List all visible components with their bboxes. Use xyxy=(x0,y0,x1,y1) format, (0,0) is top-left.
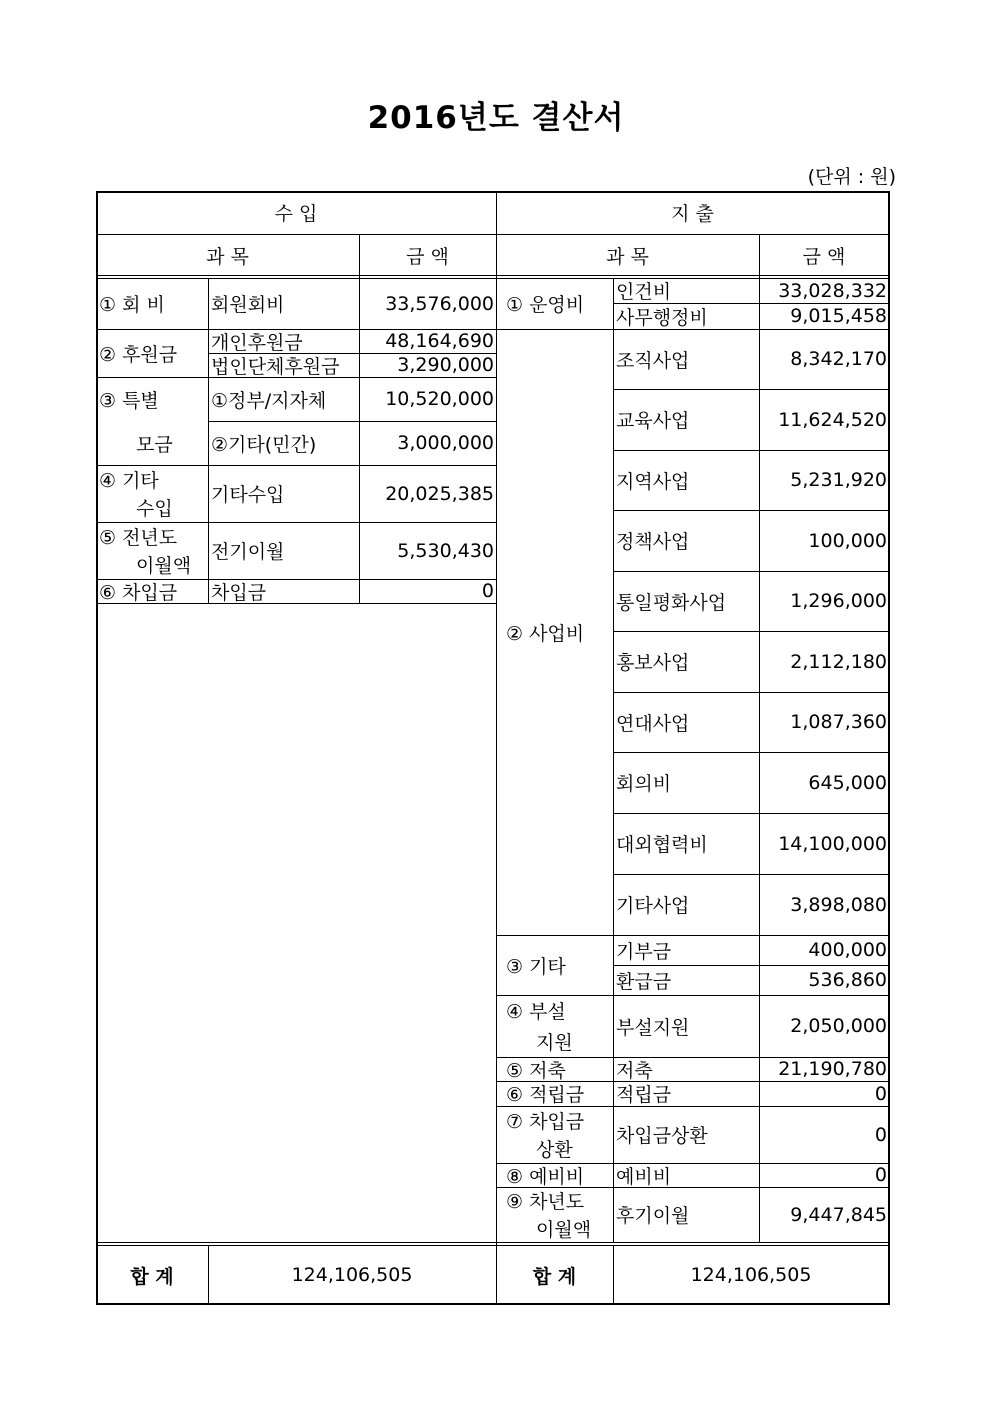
income-group-label: ② 후원금 xyxy=(99,343,178,366)
expense-group-label: ⑤ 저축 xyxy=(506,1059,566,1082)
income-total-amount: 124,106,505 xyxy=(291,1264,413,1286)
expense-group-label: ⑧ 예비비 xyxy=(506,1165,585,1188)
income-item-amount: 10,520,000 xyxy=(385,388,494,410)
expense-item-amount: 1,087,360 xyxy=(790,711,887,733)
expense-item-amount: 5,231,920 xyxy=(790,469,887,491)
expense-group-label-cont: 이월액 xyxy=(536,1218,592,1241)
expense-item-amount: 0 xyxy=(874,1123,887,1146)
expense-total-amount: 124,106,505 xyxy=(690,1264,812,1286)
expense-item-name: 기부금 xyxy=(616,940,672,963)
expense-item-amount: 14,100,000 xyxy=(778,832,887,855)
expense-item-name: 조직사업 xyxy=(616,349,690,372)
expense-item-amount: 400,000 xyxy=(808,939,887,961)
expense-item-name: 교육사업 xyxy=(616,410,690,432)
income-item-name: ②기타(민간) xyxy=(211,433,317,456)
expense-item-name: 적립금 xyxy=(616,1084,672,1106)
expense-group-label: ⑦ 차입금 xyxy=(506,1110,585,1133)
income-item-name: ①정부/지자체 xyxy=(211,389,327,412)
page-title: 2016년도 결산서 xyxy=(367,100,625,136)
income-item-amount: 20,025,385 xyxy=(385,482,494,505)
expense-item-amount: 21,190,780 xyxy=(778,1058,887,1080)
expense-subject-header: 과 목 xyxy=(606,245,649,268)
expense-header: 지 출 xyxy=(671,203,714,225)
income-group-label: ⑥ 차입금 xyxy=(99,581,178,604)
expense-item-amount: 11,624,520 xyxy=(778,408,887,431)
income-item-amount: 3,290,000 xyxy=(397,354,494,376)
income-group-label: ① 회 비 xyxy=(99,294,165,316)
income-item-name: 개인후원금 xyxy=(211,331,303,354)
income-group-label: ④ 기타 xyxy=(99,469,159,492)
income-item-amount: 48,164,690 xyxy=(385,330,494,352)
expense-item-amount: 645,000 xyxy=(808,771,887,794)
expense-item-amount: 33,028,332 xyxy=(778,279,887,302)
expense-item-name: 연대사업 xyxy=(616,712,690,735)
row-rule xyxy=(96,1242,889,1243)
expense-group-label: ④ 부설 xyxy=(506,1001,566,1023)
expense-group-label: ③ 기타 xyxy=(506,955,566,978)
expense-item-name: 지역사업 xyxy=(616,470,690,493)
expense-item-amount: 2,112,180 xyxy=(790,650,887,673)
expense-item-name: 부설지원 xyxy=(616,1016,690,1039)
expense-total-label: 합 계 xyxy=(532,1265,577,1288)
income-group-label: ③ 특별 xyxy=(99,389,159,412)
expense-item-name: 회의비 xyxy=(616,773,672,795)
income-group-label: ⑤ 전년도 xyxy=(99,526,178,549)
income-group-label-cont: 이월액 xyxy=(136,555,192,578)
expense-item-name: 인건비 xyxy=(616,281,672,303)
income-item-name: 차입금 xyxy=(211,581,267,604)
income-total-label: 합 계 xyxy=(130,1265,174,1288)
expense-group-label: ⑨ 차년도 xyxy=(506,1191,585,1214)
expense-item-name: 환급금 xyxy=(616,970,672,993)
expense-item-name: 홍보사업 xyxy=(616,652,690,674)
expense-item-amount: 0 xyxy=(874,1082,887,1105)
expense-item-amount: 1,296,000 xyxy=(790,590,887,612)
expense-item-name: 사무행정비 xyxy=(616,306,708,329)
expense-item-name: 저축 xyxy=(616,1059,653,1082)
expense-item-amount: 9,447,845 xyxy=(790,1203,887,1226)
expense-item-amount: 0 xyxy=(874,1164,887,1186)
expense-item-name: 예비비 xyxy=(616,1165,672,1188)
income-header: 수 입 xyxy=(274,203,318,225)
income-amount-header: 금 액 xyxy=(406,245,449,268)
income-subject-header: 과 목 xyxy=(206,245,249,268)
expense-item-amount: 9,015,458 xyxy=(790,305,887,327)
income-item-amount: 0 xyxy=(481,580,494,602)
expense-group-label: ① 운영비 xyxy=(506,294,585,316)
income-item-amount: 3,000,000 xyxy=(397,432,494,454)
expense-item-amount: 2,050,000 xyxy=(790,1015,887,1037)
income-group-label-cont: 모금 xyxy=(136,433,173,456)
income-item-name: 법인단체후원금 xyxy=(211,355,340,378)
expense-item-name: 차입금상환 xyxy=(616,1125,708,1147)
expense-item-name: 대외협력비 xyxy=(616,834,708,856)
unit-note: (단위 : 원) xyxy=(807,166,896,188)
income-item-amount: 5,530,430 xyxy=(397,539,494,562)
expense-group-label-cont: 상환 xyxy=(536,1139,573,1162)
income-group-label-cont: 수입 xyxy=(136,498,173,521)
expense-group-label-cont: 지원 xyxy=(536,1032,573,1054)
expense-item-name: 후기이월 xyxy=(616,1205,690,1227)
expense-item-amount: 3,898,080 xyxy=(790,893,887,916)
expense-item-name: 기타사업 xyxy=(616,895,690,917)
expense-item-amount: 100,000 xyxy=(808,529,887,552)
income-item-amount: 33,576,000 xyxy=(385,292,494,315)
income-item-name: 기타수입 xyxy=(211,484,285,506)
expense-group-label: ⑥ 적립금 xyxy=(506,1084,585,1106)
income-item-name: 회원회비 xyxy=(211,294,285,316)
income-item-name: 전기이월 xyxy=(211,541,285,563)
expense-item-amount: 8,342,170 xyxy=(790,348,887,370)
expense-amount-header: 금 액 xyxy=(802,245,846,268)
expense-item-name: 통일평화사업 xyxy=(616,591,727,614)
expense-group-label: ② 사업비 xyxy=(506,622,585,645)
expense-item-name: 정책사업 xyxy=(616,531,690,553)
expense-item-amount: 536,860 xyxy=(808,969,887,991)
